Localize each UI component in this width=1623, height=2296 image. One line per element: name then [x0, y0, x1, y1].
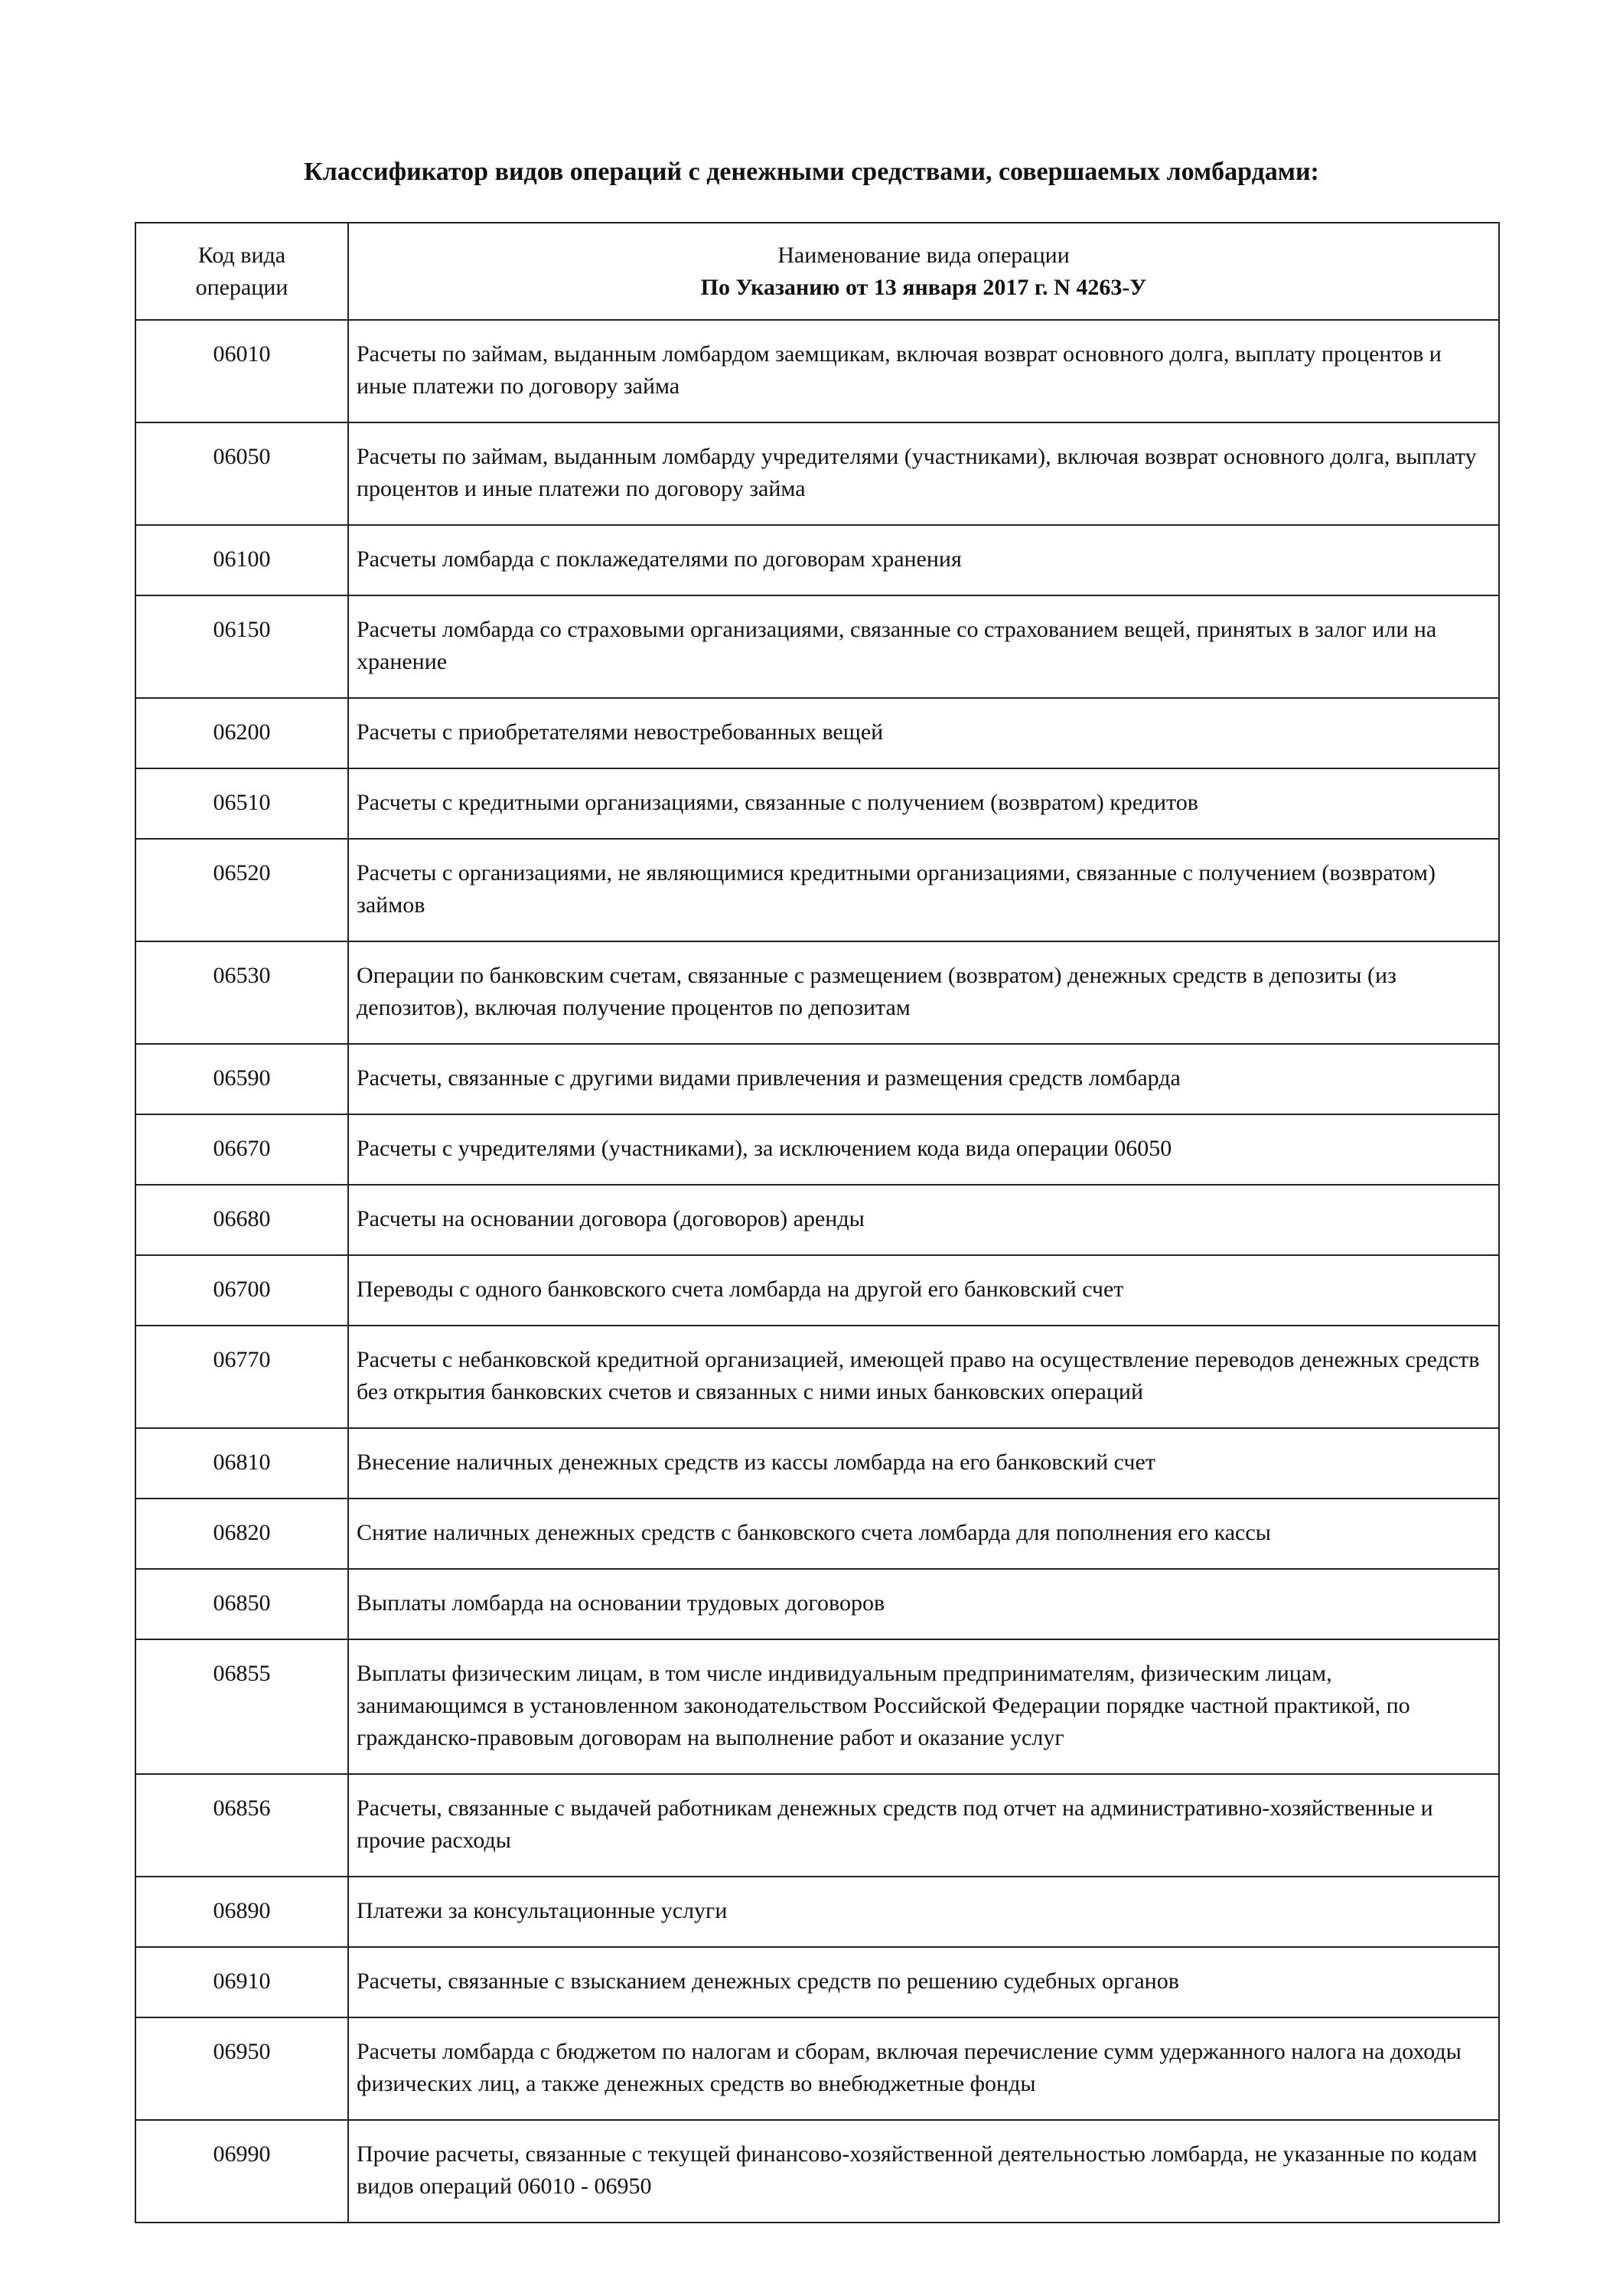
operation-code-cell: 06856: [135, 1774, 348, 1877]
operation-code-cell: 06100: [135, 525, 348, 595]
operation-name-cell: Расчеты ломбарда со страховыми организациями, связанные со страхованием вещей, принятых в залог или на хранение: [348, 595, 1499, 698]
operation-code-cell: 06670: [135, 1114, 348, 1185]
operation-name-cell: Расчеты с приобретателями невостребованных вещей: [348, 698, 1499, 768]
operation-name-cell: Расчеты ломбарда с поклажедателями по договорам хранения: [348, 525, 1499, 595]
operation-name-cell: Прочие расчеты, связанные с текущей финансово-хозяйственной деятельностью ломбарда, не указанные по кодам видов операций 06010 - 06950: [348, 2120, 1499, 2223]
operation-name-cell: Расчеты, связанные с другими видами привлечения и размещения средств ломбарда: [348, 1044, 1499, 1114]
table-row: [135, 1569, 1499, 1639]
document-title: Классификатор видов операций с денежными средствами, совершаемых ломбардами:: [304, 158, 1319, 186]
table-row: [135, 525, 1499, 595]
table-row: [135, 1044, 1499, 1114]
header-name-line2: По Указанию от 13 января 2017 г. N 4263-У: [700, 275, 1147, 300]
table-row: [135, 1255, 1499, 1326]
table-row: [135, 941, 1499, 1044]
table-row: [135, 1774, 1499, 1877]
table-row: [135, 839, 1499, 941]
operation-code-cell: 06200: [135, 698, 348, 768]
operation-name-cell: Снятие наличных денежных средств с банковского счета ломбарда для пополнения его кассы: [348, 1499, 1499, 1569]
operation-name-cell: Расчеты, связанные с выдачей работникам денежных средств под отчет на административно-хозяйственные и прочие расходы: [348, 1774, 1499, 1877]
table-row: [135, 595, 1499, 698]
operation-code-cell: 06810: [135, 1428, 348, 1499]
operation-code-cell: 06990: [135, 2120, 348, 2223]
operation-code-cell: 06950: [135, 2017, 348, 2120]
table-row: [135, 2017, 1499, 2120]
operation-name-cell: Расчеты по займам, выданным ломбардом заемщикам, включая возврат основного долга, выплату процентов и иные платежи по договору займа: [348, 320, 1499, 422]
table-row: [135, 1947, 1499, 2017]
table-row: [135, 2120, 1499, 2223]
operation-name-cell: Расчеты ломбарда с бюджетом по налогам и сборам, включая перечисление сумм удержанного налога на доходы физических лиц, а также денежных средств во внебюджетные фонды: [348, 2017, 1499, 2120]
operation-name-cell: Платежи за консультационные услуги: [348, 1877, 1499, 1947]
header-code-cell: [135, 223, 348, 320]
table-body: [135, 320, 1499, 2223]
operation-name-cell: Внесение наличных денежных средств из кассы ломбарда на его банковский счет: [348, 1428, 1499, 1499]
operation-name-cell: Расчеты, связанные с взысканием денежных средств по решению судебных органов: [348, 1947, 1499, 2017]
operation-code-cell: 06590: [135, 1044, 348, 1114]
operation-code-cell: 06520: [135, 839, 348, 941]
operation-name-cell: Расчеты на основании договора (договоров) аренды: [348, 1185, 1499, 1255]
operation-code-cell: 06910: [135, 1947, 348, 2017]
operation-code-cell: 06890: [135, 1877, 348, 1947]
operation-name-cell: Расчеты по займам, выданным ломбарду учредителями (участниками), включая возврат основного долга, выплату процентов и иные платежи по договору займа: [348, 422, 1499, 525]
table-header-row: [135, 223, 1499, 320]
operation-code-cell: 06680: [135, 1185, 348, 1255]
operation-name-cell: Выплаты ломбарда на основании трудовых договоров: [348, 1569, 1499, 1639]
classifier-table-container: [135, 222, 1498, 2223]
operation-name-cell: Операции по банковским счетам, связанные с размещением (возвратом) денежных средств в депозиты (из депозитов), включая получение процентов по депозитам: [348, 941, 1499, 1044]
operation-name-cell: Расчеты с кредитными организациями, связанные с получением (возвратом) кредитов: [348, 768, 1499, 839]
operation-code-cell: 06820: [135, 1499, 348, 1569]
operation-code-cell: 06150: [135, 595, 348, 698]
operation-name-cell: Расчеты с небанковской кредитной организацией, имеющей право на осуществление переводов денежных средств без открытия банковских счетов и связанных с ними иных банковских операций: [348, 1326, 1499, 1428]
operation-name-cell: Расчеты с учредителями (участниками), за исключением кода вида операции 06050: [348, 1114, 1499, 1185]
operation-code-cell: 06050: [135, 422, 348, 525]
operation-name-cell: Переводы с одного банковского счета ломбарда на другой его банковский счет: [348, 1255, 1499, 1326]
table-row: [135, 1639, 1499, 1774]
operation-name-cell: Выплаты физическим лицам, в том числе индивидуальным предпринимателям, физическим лицам, занимающимся в установленном законодательством Российской Федерации порядке частной практикой, по гражданско-правовым договорам на выполнение работ и оказание услуг: [348, 1639, 1499, 1774]
table-row: [135, 698, 1499, 768]
table-row: [135, 1499, 1499, 1569]
operation-name-cell: Расчеты с организациями, не являющимися кредитными организациями, связанные с получением (возвратом) займов: [348, 839, 1499, 941]
operation-code-cell: 06510: [135, 768, 348, 839]
table-row: [135, 768, 1499, 839]
table-row: [135, 1114, 1499, 1185]
header-name-cell: [348, 223, 1499, 320]
table-row: [135, 422, 1499, 525]
operation-code-cell: 06770: [135, 1326, 348, 1428]
table-row: [135, 320, 1499, 422]
header-name-line1: Наименование вида операции: [777, 243, 1070, 268]
table-row: [135, 1877, 1499, 1947]
operation-code-cell: 06855: [135, 1639, 348, 1774]
table-row: [135, 1326, 1499, 1428]
operation-code-cell: 06700: [135, 1255, 348, 1326]
operation-code-cell: 06010: [135, 320, 348, 422]
operation-code-cell: 06850: [135, 1569, 348, 1639]
header-code-line1: Код вида: [197, 243, 286, 268]
table-row: [135, 1185, 1499, 1255]
table-row: [135, 1428, 1499, 1499]
classifier-table: [135, 222, 1500, 2223]
header-code-line2: операции: [195, 275, 288, 300]
operation-code-cell: 06530: [135, 941, 348, 1044]
